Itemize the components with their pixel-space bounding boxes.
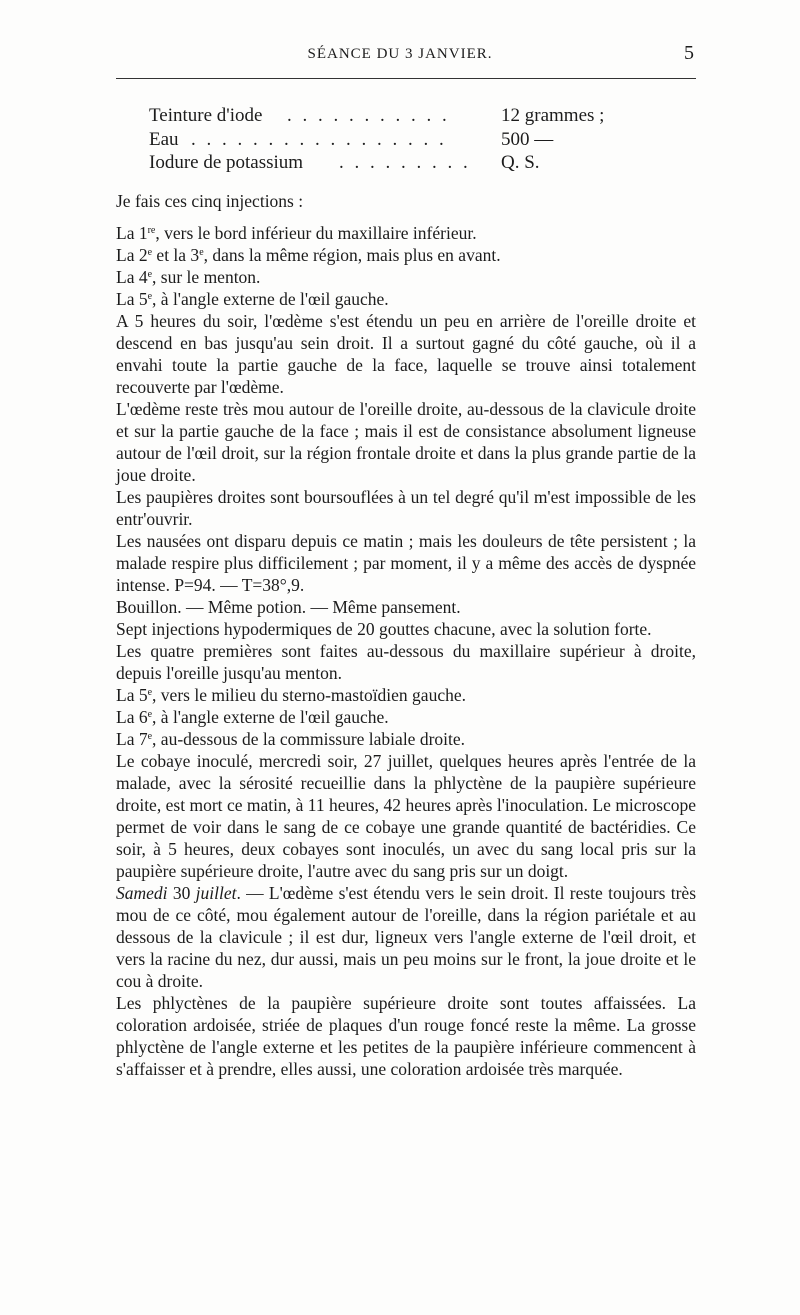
recipe-quantity: 12 grammes ; (501, 105, 605, 126)
paragraph: Je fais ces cinq injections : (116, 191, 304, 211)
paragraph: L'œdème reste très mou autour de l'oreille droite, au-dessous de la clavicule droite et sur la partie gauche de la face ; mais il est de consistance absolument ligneuse autour de l'œil droit, sur la région frontale droite et dans la plus grande partie de la joue droite. (116, 399, 696, 485)
recipe-row (149, 151, 669, 175)
running-title: SÉANCE DU 3 JANVIER. (307, 46, 493, 62)
recipe-leader-dots: . . . . . . . . . . . . . . . . . (191, 128, 447, 150)
paragraph: Samedi 30 juillet. — L'œdème s'est étendu vers le sein droit. Il reste toujours très mou de ce côté, mou également autour de l'oreille, dans la région pariétale et au dessous de la clavicule ; il est dur, ligneux vers l'angle externe de l'œil droit, et vers la racine du nez, dur aussi, mais un peu moins sur le front, la joue droite et le cou à droite. (116, 883, 697, 991)
recipe-ingredient: Iodure de potassium (149, 152, 304, 173)
recipe-table (149, 104, 669, 175)
paragraph: Sept injections hypodermiques de 20 gouttes chacune, avec la solution forte. (116, 619, 652, 639)
paragraph: La 7e, au-dessous de la commissure labiale droite. (116, 729, 466, 749)
recipe-row (149, 128, 669, 152)
recipe-ingredient: Teinture d'iode (149, 105, 263, 126)
paragraph: Bouillon. — Même potion. — Même pansement. (116, 597, 461, 617)
body-text (116, 190, 696, 1080)
recipe-row (149, 104, 669, 128)
paragraph: A 5 heures du soir, l'œdème s'est étendu un peu en arrière de l'oreille droite et descend en bas jusqu'au sein droit. Il a surtout gagné du côté gauche, où il a envahi toute la partie gauche de la face, laquelle se trouve ainsi totalement recouverte par l'œdème. (116, 311, 696, 397)
header-rule (116, 78, 696, 79)
paragraph: Les nausées ont disparu depuis ce matin ; mais les douleurs de tête persistent ; la malade respire plus difficilement ; par moment, il y a même des accès de dyspnée intense. P=94. — T=38°,9. (116, 531, 696, 595)
paragraph: La 4e, sur le menton. (116, 267, 261, 287)
page-number: 5 (684, 42, 694, 64)
recipe-quantity: 500 — (501, 128, 554, 150)
paragraph: Les paupières droites sont boursouflées à un tel degré qu'il m'est impossible de les entr'ouvrir. (116, 487, 696, 529)
recipe-leader-dots: . . . . . . . . . (339, 152, 471, 173)
paragraph: Le cobaye inoculé, mercredi soir, 27 juillet, quelques heures après l'entrée de la malade, avec la sérosité recueillie dans la phlyctène de la paupière supérieure droite, est mort ce matin, à 11 heures, 42 heures après l'inoculation. Le microscope permet de voir dans le sang de ce cobaye une grande quantité de bactéridies. Ce soir, à 5 heures, deux cobayes sont inoculés, un avec du sang local pris sur la paupière supérieure droite, l'autre avec du sang pris sur un doigt. (116, 751, 696, 881)
month-italic: juillet (195, 883, 237, 903)
recipe-ingredient: Eau (149, 128, 179, 150)
running-head (0, 42, 800, 70)
recipe-leader-dots: . . . . . . . . . . . (287, 105, 450, 126)
date-italic: Samedi (116, 883, 168, 903)
paragraph: Les phlyctènes de la paupière supérieure droite sont toutes affaissées. La coloration ardoisée, striée de plaques d'un rouge foncé reste la même. La grosse phlyctène de l'angle externe et les petites de la paupière inférieure commencent à s'affaisser et à prendre, elles aussi, une coloration ardoisée très marquée. (116, 993, 696, 1079)
paragraph: La 6e, à l'angle externe de l'œil gauche. (116, 707, 389, 727)
paragraph: La 5e, vers le milieu du sterno-mastoïdien gauche. (116, 685, 466, 705)
paragraph: La 1re, vers le bord inférieur du maxillaire inférieur. (116, 223, 477, 243)
paragraph: Les quatre premières sont faites au-dessous du maxillaire supérieur à droite, depuis l'oreille jusqu'au menton. (116, 641, 696, 683)
recipe-quantity: Q. S. (501, 152, 540, 173)
paragraph: La 2e et la 3e, dans la même région, mais plus en avant. (116, 245, 501, 265)
paragraph: La 5e, à l'angle externe de l'œil gauche. (116, 289, 389, 309)
